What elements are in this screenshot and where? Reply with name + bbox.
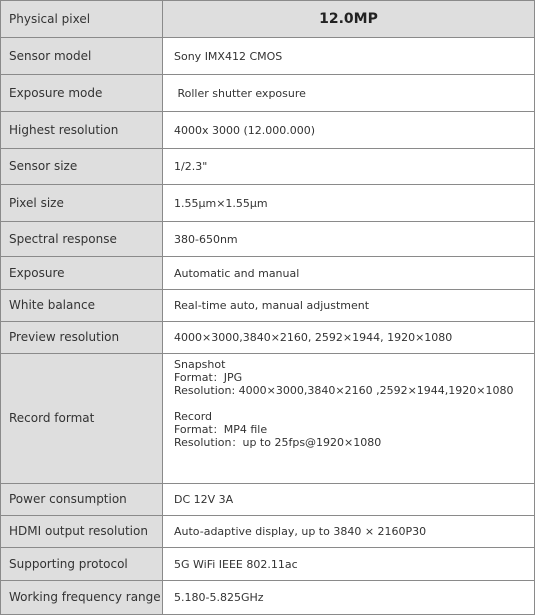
spec-label: Record format <box>1 354 163 484</box>
table-row-spectral-response <box>1 222 535 257</box>
spec-label: Supporting protocol <box>1 548 163 581</box>
table-row-sensor-size <box>1 149 535 185</box>
table-row-working-frequency-range <box>1 581 535 615</box>
spec-value: Auto-adaptive display, up to 3840 × 2160P30 <box>163 516 535 548</box>
spec-value: Snapshot Format：JPG Resolution: 4000×3000,3840×2160 ,2592×1944,1920×1080 Record Format：MP4 file Resolution：up to 25fps@1920×1080 <box>163 354 535 484</box>
table-row-highest-resolution <box>1 112 535 149</box>
spec-value: 1.55μm×1.55μm <box>163 185 535 222</box>
spec-value: 5G WiFi IEEE 802.11ac <box>163 548 535 581</box>
table-row-physical-pixel <box>1 1 535 38</box>
table-row-supporting-protocol <box>1 548 535 581</box>
spec-label: Power consumption <box>1 484 163 516</box>
spec-value: 4000×3000,3840×2160, 2592×1944, 1920×1080 <box>163 322 535 354</box>
table-row-record-format <box>1 354 535 484</box>
spec-value: Real-time auto, manual adjustment <box>163 290 535 322</box>
spec-value: 4000x 3000 (12.000.000) <box>163 112 535 149</box>
spec-label: Highest resolution <box>1 112 163 149</box>
spec-value: Automatic and manual <box>163 257 535 290</box>
spec-label: Sensor size <box>1 149 163 185</box>
spec-label: Working frequency range <box>1 581 163 615</box>
table-row-white-balance <box>1 290 535 322</box>
table-row-hdmi-output-resolution <box>1 516 535 548</box>
table-row-exposure-mode <box>1 75 535 112</box>
spec-label: Preview resolution <box>1 322 163 354</box>
spec-label: Physical pixel <box>1 1 163 38</box>
spec-value: 12.0MP <box>163 1 535 38</box>
spec-label: Exposure mode <box>1 75 163 112</box>
spec-label: Spectral response <box>1 222 163 257</box>
spec-value: 1/2.3" <box>163 149 535 185</box>
spec-value: Sony IMX412 CMOS <box>163 38 535 75</box>
table-row-power-consumption <box>1 484 535 516</box>
spec-label: Sensor model <box>1 38 163 75</box>
table-row-exposure <box>1 257 535 290</box>
spec-value: Roller shutter exposure <box>163 75 535 112</box>
spec-label: White balance <box>1 290 163 322</box>
table-row-pixel-size <box>1 185 535 222</box>
spec-label: HDMI output resolution <box>1 516 163 548</box>
table-row-preview-resolution <box>1 322 535 354</box>
table-row-sensor-model <box>1 38 535 75</box>
spec-label: Exposure <box>1 257 163 290</box>
spec-label: Pixel size <box>1 185 163 222</box>
spec-value: 5.180-5.825GHz <box>163 581 535 615</box>
spec-value: 380-650nm <box>163 222 535 257</box>
spec-value: DC 12V 3A <box>163 484 535 516</box>
